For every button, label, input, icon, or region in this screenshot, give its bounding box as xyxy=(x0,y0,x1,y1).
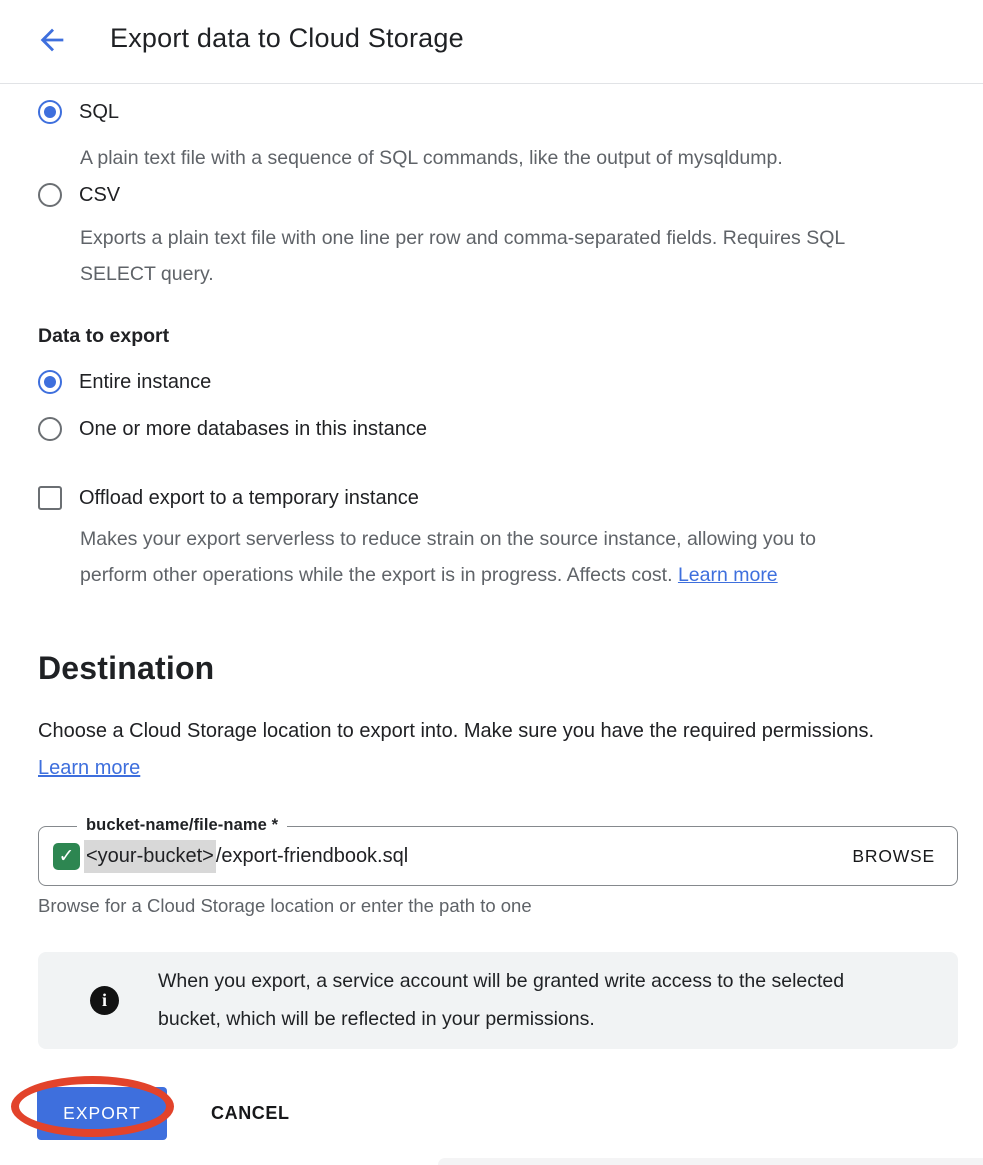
csv-description: Exports a plain text file with one line per row and comma-separated fields. Requires SQL SELECT query. xyxy=(80,227,845,285)
checkmark-icon: ✓ xyxy=(53,843,80,870)
bucket-path-field-label: bucket-name/file-name * xyxy=(77,816,287,835)
radio-icon-csv[interactable] xyxy=(38,183,62,207)
radio-icon-entire-instance[interactable] xyxy=(38,370,62,394)
cancel-button[interactable]: CANCEL xyxy=(211,1103,290,1123)
dialog-header xyxy=(0,0,983,84)
radio-icon-databases[interactable] xyxy=(38,417,62,441)
radio-option-csv[interactable] xyxy=(38,183,120,207)
info-banner-text: When you export, a service account will be granted write access to the selected bucket, which will be reflected in your permissions. xyxy=(158,970,845,1030)
radio-option-databases[interactable] xyxy=(38,417,427,441)
page-title: Export data to Cloud Storage xyxy=(110,23,464,53)
radio-icon-sql[interactable] xyxy=(38,100,62,124)
radio-label-entire-instance: Entire instance xyxy=(79,370,212,393)
cropped-bottom-element xyxy=(438,1158,983,1165)
destination-description xyxy=(38,713,883,787)
radio-option-entire-instance[interactable] xyxy=(38,370,211,394)
data-to-export-heading: Data to export xyxy=(38,325,170,347)
radio-label-databases: One or more databases in this instance xyxy=(79,417,427,440)
export-button[interactable]: EXPORT xyxy=(37,1087,167,1140)
offload-description xyxy=(80,521,880,593)
offload-label: Offload export to a temporary instance xyxy=(79,486,419,509)
offload-checkbox-row[interactable] xyxy=(38,486,419,510)
info-banner xyxy=(38,952,958,1049)
radio-label-csv: CSV xyxy=(79,183,121,206)
radio-option-sql[interactable] xyxy=(38,100,119,124)
arrow-left-icon xyxy=(35,23,69,62)
file-name-text[interactable]: /export-friendbook.sql xyxy=(215,844,409,867)
offload-checkbox[interactable] xyxy=(38,486,62,510)
destination-heading: Destination xyxy=(38,650,215,686)
info-icon: i xyxy=(90,986,119,1015)
back-button[interactable] xyxy=(32,22,72,62)
bucket-placeholder-highlight[interactable]: <your-bucket> xyxy=(84,840,216,873)
bucket-path-helper: Browse for a Cloud Storage location or enter the path to one xyxy=(38,895,532,916)
sql-description: A plain text file with a sequence of SQL commands, like the output of mysqldump. xyxy=(80,147,783,169)
offload-learn-more-link[interactable]: Learn more xyxy=(677,564,778,586)
destination-learn-more-link[interactable]: Learn more xyxy=(38,757,141,779)
bucket-path-field[interactable] xyxy=(38,816,958,886)
browse-button[interactable]: BROWSE xyxy=(852,845,935,866)
offload-description-text: Makes your export serverless to reduce strain on the source instance, allowing you to perform other operations while the export is in progress. Affects cost. xyxy=(80,528,816,586)
radio-label-sql: SQL xyxy=(79,100,120,123)
bucket-path-value[interactable] xyxy=(84,840,408,873)
destination-description-text: Choose a Cloud Storage location to export into. Make sure you have the required permissions. xyxy=(38,720,875,742)
